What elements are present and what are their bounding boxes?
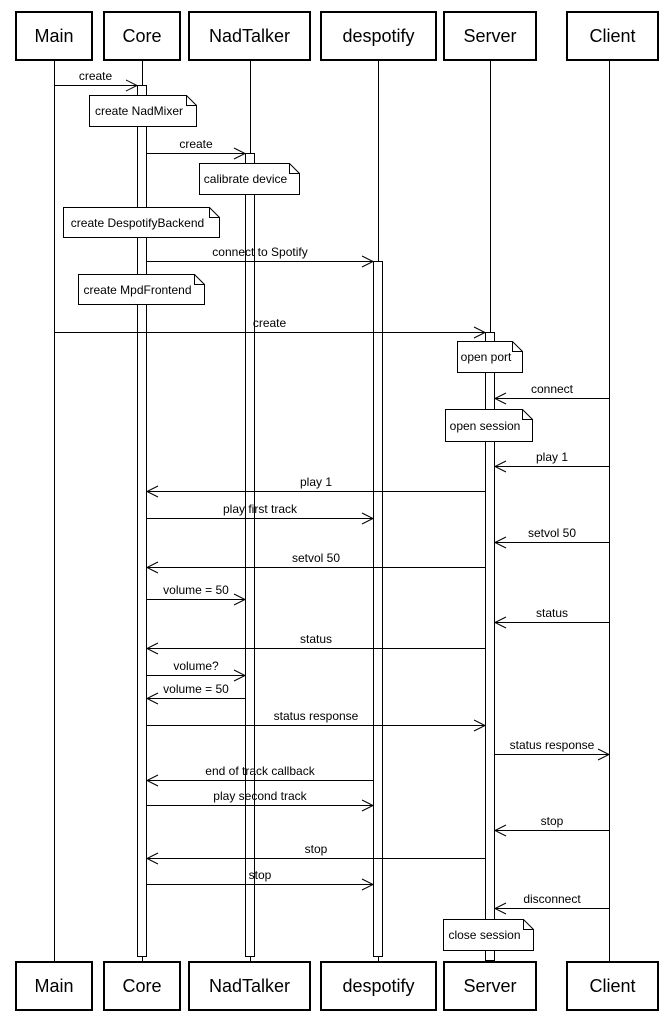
note-close-session <box>443 919 534 951</box>
note-label: create DespotifyBackend <box>70 215 205 230</box>
participant-box-client-bottom: Client <box>566 961 659 1011</box>
message-label: create <box>78 69 113 83</box>
note-label: create NadMixer <box>94 104 184 118</box>
note-label: open session <box>449 418 521 433</box>
message-label: create <box>252 316 287 330</box>
participant-box-server-top: Server <box>443 11 537 61</box>
note-create-nadmixer <box>89 95 197 127</box>
message-label: play 1 <box>299 475 333 489</box>
message-label: create <box>179 137 213 151</box>
participant-box-main-bottom: Main <box>15 961 93 1011</box>
note-open-port <box>457 341 523 373</box>
participant-box-core-bottom: Core <box>103 961 181 1011</box>
participant-box-nadtalker-bottom: NadTalker <box>188 961 311 1011</box>
participant-box-main-top: Main <box>15 11 93 61</box>
participant-box-nadtalker-top: NadTalker <box>188 11 311 61</box>
note-label: close session <box>448 928 521 942</box>
message-label: end of track callback <box>205 764 315 778</box>
participant-box-despotify-top: despotify <box>320 11 437 61</box>
message-label: setvol 50 <box>527 526 577 540</box>
message-label: stop <box>304 842 328 856</box>
participant-box-server-bottom: Server <box>443 961 537 1011</box>
message-label: connect to Spotify <box>212 245 308 259</box>
message-label: play first track <box>222 502 298 516</box>
participant-box-client-top: Client <box>566 11 659 61</box>
message-label: status <box>299 632 333 646</box>
message-label: status response <box>509 738 595 752</box>
message-label: volume? <box>173 659 219 673</box>
note-open-session <box>445 409 533 442</box>
message-label: connect <box>530 382 574 396</box>
message-label: volume = 50 <box>163 583 229 597</box>
message-label: play 1 <box>535 450 569 464</box>
note-label: create MpdFrontend <box>83 282 192 297</box>
message-label: status response <box>273 709 359 723</box>
message-label: disconnect <box>523 892 581 906</box>
note-create-mpdfrontend <box>78 274 205 305</box>
message-label: play second track <box>213 789 307 803</box>
message-label: status <box>535 606 569 620</box>
note-label: calibrate device <box>203 172 288 186</box>
message-label: setvol 50 <box>291 551 341 565</box>
note-label: open port <box>460 350 512 364</box>
message-label: stop <box>540 814 564 828</box>
message-label: stop <box>248 868 272 882</box>
message-label: volume = 50 <box>163 682 229 696</box>
participant-box-core-top: Core <box>103 11 181 61</box>
note-create-despotifybackend <box>63 207 220 238</box>
participant-box-despotify-bottom: despotify <box>320 961 437 1011</box>
note-calibrate-device <box>199 163 300 195</box>
